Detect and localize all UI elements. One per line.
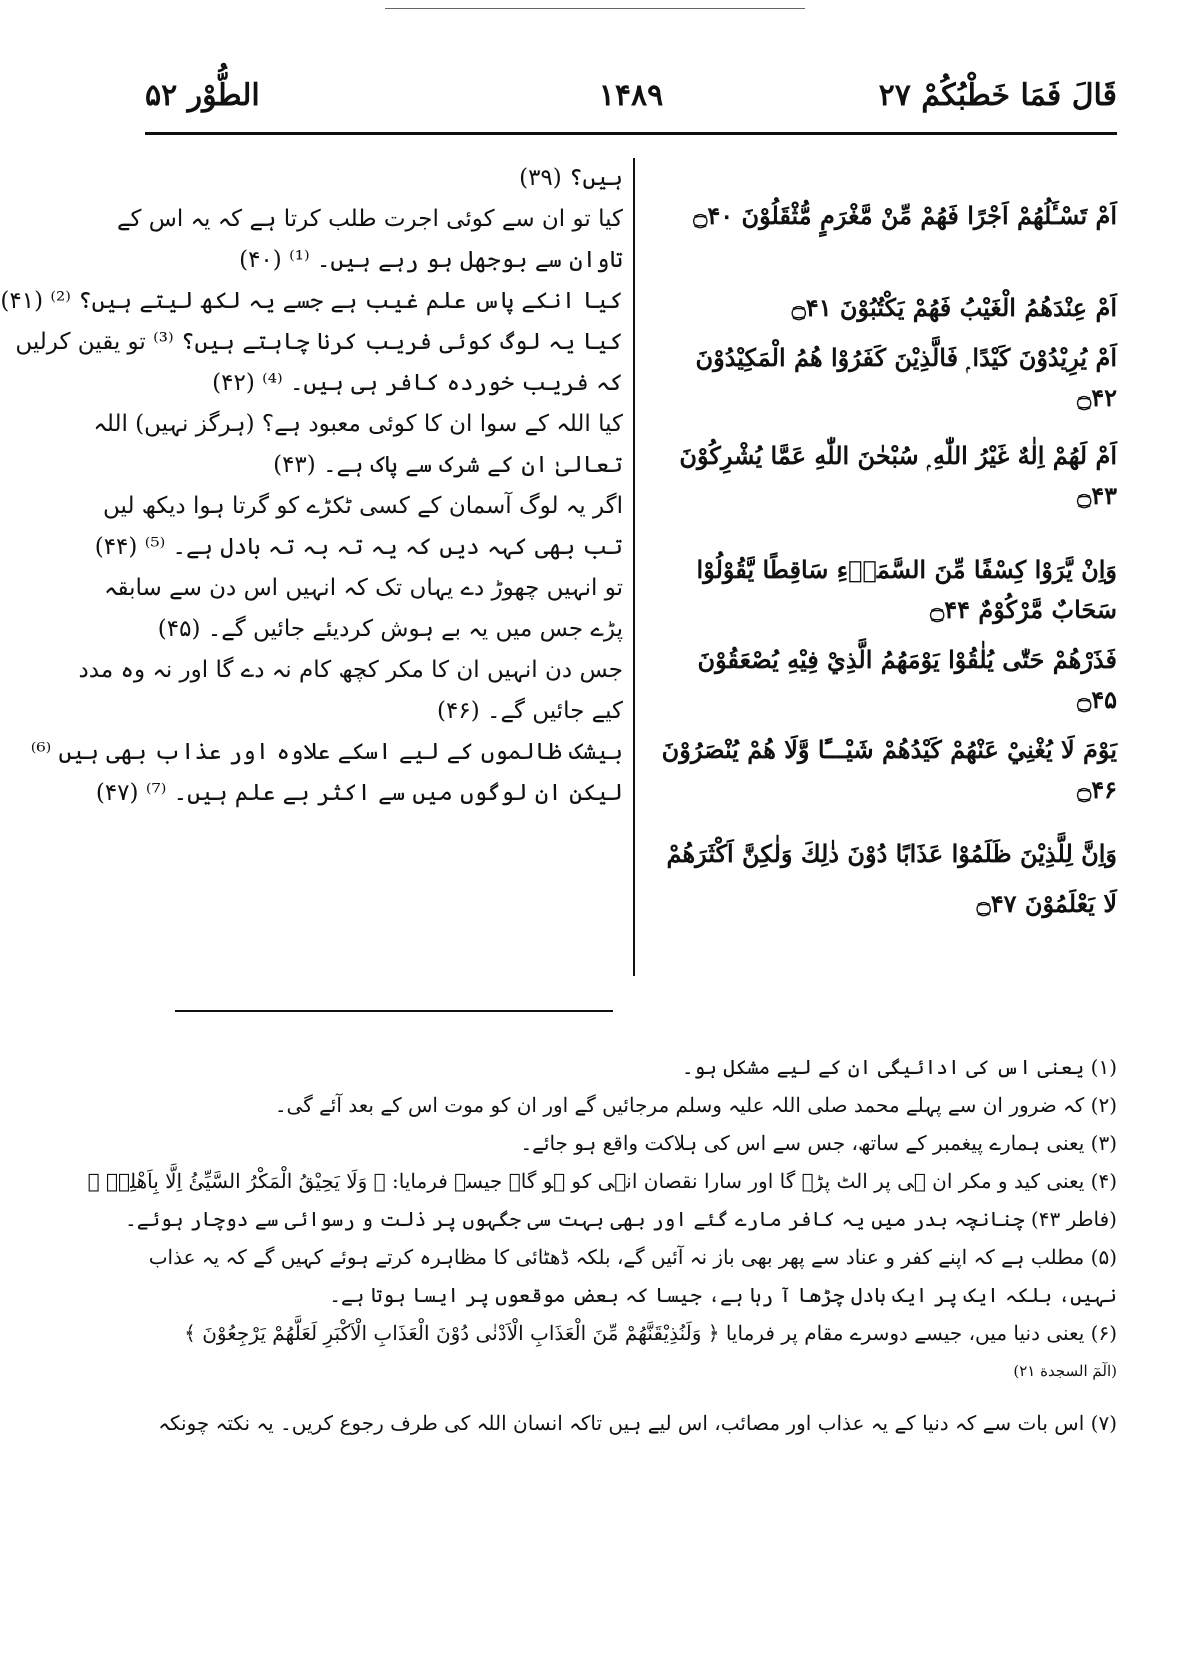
footnote-2: (۲) کہ ضرور ان سے پہلے محمد صلی اللہ علیہ وسلم مرجائیں گے اور ان کو موت اس کے بعد آئے گی۔ bbox=[274, 1093, 1117, 1117]
verse-41: اَمْ عِنْدَهُمُ الْغَيْبُ فَهُمْ يَكْتُبُوْنَ ۝۴۱ bbox=[791, 293, 1117, 322]
urdu-translation-column bbox=[0, 158, 623, 976]
verse-44: وَاِنْ يَّرَوْا كِسْفًا مِّنَ السَّمَاۗءِ سَاقِطًا يَّقُوْلُوْا سَحَابٌ مَّرْكُوْمٌ ۝۴۴ bbox=[696, 555, 1117, 624]
translation-line: کیا تو ان سے کوئی اجرت طلب کرتا ہے کہ یہ اس کے bbox=[117, 206, 623, 232]
footnote-7: (۷) اس بات سے کہ دنیا کے یہ عذاب اور مصائب، اس لیے ہیں تاکہ انسان اللہ کی طرف رجوع کریں۔ یہ نکتہ چونکہ bbox=[158, 1411, 1117, 1435]
translation-line: تب بھی کہہ دیں کہ یہ تہ بہ تہ بادل ہے۔ ⁽⁵⁾ (۴۴) bbox=[94, 534, 623, 560]
arabic-column bbox=[657, 158, 1117, 976]
footnote-6-reference: (الٓمٓ السجدة ۲۱) bbox=[1013, 1362, 1117, 1380]
verse-42: اَمْ يُرِيْدُوْنَ كَيْدًا ۭ فَالَّذِيْنَ كَفَرُوْا هُمُ الْمَكِيْدُوْنَ ۝۴۲ bbox=[695, 343, 1117, 412]
verse-47-line-1: وَاِنَّ لِلَّذِيْنَ ظَلَمُوْا عَذَابًا دُوْنَ ذٰلِكَ وَلٰكِنَّ اَكْثَرَهُمْ bbox=[666, 839, 1117, 868]
translation-line: پڑے جس میں یہ بے ہوش کردیئے جائیں گے۔ (۴۵) bbox=[157, 616, 623, 642]
translation-line: کیا اللہ کے سوا ان کا کوئی معبود ہے؟ (ہرگز نہیں) اللہ bbox=[93, 411, 623, 437]
footnote-rule bbox=[175, 1010, 613, 1012]
verse-47-line-2: لَا يَعْلَمُوْنَ ۝۴۷ bbox=[976, 889, 1117, 918]
translation-line: تعالیٰ ان کے شرک سے پاک ہے۔ (۴۳) bbox=[273, 452, 623, 478]
page-number: ۱۴۸۹ bbox=[598, 78, 664, 113]
footnote-6: (۶) یعنی دنیا میں، جیسے دوسرے مقام پر فرمایا ﴿ وَلَنُذِيْقَنَّهُمْ مِّنَ الْعَذَابِ الْاَدْنٰى دُوْنَ الْعَذَابِ الْاَكْبَرِ لَعَلَّهُمْ يَرْجِعُوْنَ ﴾ bbox=[184, 1321, 1117, 1345]
translation-line: تو انہیں چھوڑ دے یہاں تک کہ انہیں اس دن سے سابقہ bbox=[104, 575, 623, 601]
translation-line: کیا انکے پاس علم غیب ہے جسے یہ لکھ لیتے ہیں؟ ⁽²⁾ (۴۱) bbox=[0, 288, 623, 314]
footnote-4-cont: (فاطر ۴۳) چنانچہ بدر میں یہ کافر مارے گئے اور بھی بہت سی جگہوں پر ذلت و رسوائی سے دوچار ہوئے۔ bbox=[124, 1207, 1117, 1231]
header-rule bbox=[145, 132, 1117, 135]
verse-45: فَذَرْهُمْ حَتّٰى يُلٰقُوْا يَوْمَهُمُ الَّذِيْ فِيْهِ يُصْعَقُوْنَ ۝۴۵ bbox=[697, 645, 1117, 714]
footnote-5-cont: نہیں، بلکہ ایک پر ایک بادل چڑھا آ رہا ہے، جیسا کہ بعض موقعوں پر ایسا ہوتا ہے۔ bbox=[329, 1283, 1117, 1307]
translation-line: کیے جائیں گے۔ (۴۶) bbox=[437, 698, 623, 724]
translation-line: ہیں؟ (۳۹) bbox=[519, 165, 623, 191]
translation-line: کیا یہ لوگ کوئی فریب کرنا چاہتے ہیں؟ ⁽³⁾ تو یقین کرلیں bbox=[15, 329, 623, 355]
footnote-1: (۱) یعنی اس کی ادائیگی ان کے لیے مشکل ہو۔ bbox=[681, 1055, 1117, 1079]
translation-line: بیشک ظالموں کے لیے اسکے علاوہ اور عذاب بھی ہیں ⁽⁶⁾ bbox=[30, 739, 623, 765]
verse-40: اَمْ تَسْـَٔلُهُمْ اَجْرًا فَهُمْ مِّنْ مَّغْرَمٍ مُّثْقَلُوْنَ ۝۴۰ bbox=[693, 201, 1117, 230]
juz-title: قَالَ فَمَا خَطْبُكُمْ ۲۷ bbox=[878, 78, 1117, 113]
verse-46: يَوْمَ لَا يُغْنِيْ عَنْهُمْ كَيْدُهُمْ شَيْـــًٔا وَّلَا هُمْ يُنْصَرُوْنَ ۝۴۶ bbox=[661, 735, 1117, 804]
top-rule bbox=[385, 8, 805, 9]
column-divider bbox=[633, 158, 635, 976]
surah-title: الطُّوْر ۵۲ bbox=[145, 78, 260, 113]
page-header bbox=[145, 78, 1117, 128]
translation-line: جس دن انہیں ان کا مکر کچھ کام نہ دے گا اور نہ وہ مدد bbox=[78, 657, 623, 683]
translation-line: کہ فریب خوردہ کافر ہی ہیں۔ ⁽⁴⁾ (۴۲) bbox=[212, 370, 623, 396]
translation-line: لیکن ان لوگوں میں سے اکثر بے علم ہیں۔ ⁽⁷⁾ (۴۷) bbox=[95, 780, 623, 806]
footnotes bbox=[87, 1048, 1117, 1442]
verse-43: اَمْ لَهُمْ اِلٰهٌ غَيْرُ اللّٰهِ ۭ سُبْحٰنَ اللّٰهِ عَمَّا يُشْرِكُوْنَ ۝۴۳ bbox=[679, 441, 1117, 510]
translation-line: اگر یہ لوگ آسمان کے کسی ٹکڑے کو گرتا ہوا دیکھ لیں bbox=[103, 493, 623, 519]
translation-line: تاوان سے بوجھل ہو رہے ہیں۔ ⁽¹⁾ (۴۰) bbox=[239, 247, 623, 273]
footnote-4: (۴) یعنی کید و مکر ان ہی پر الٹ پڑے گا اور سارا نقصان انہی کو ہو گا۔ جیسے فرمایا: ﴿ وَلَا يَحِيْقُ الْمَكْرُ السَّيِّئُ اِلَّا بِاَهْلِهٖ ﴾ bbox=[87, 1169, 1117, 1193]
footnote-5: (۵) مطلب ہے کہ اپنے کفر و عناد سے پھر بھی باز نہ آئیں گے، بلکہ ڈھٹائی کا مظاہرہ کرتے ہوئے کہیں گے کہ یہ عذاب bbox=[148, 1245, 1117, 1269]
footnote-3: (۳) یعنی ہمارے پیغمبر کے ساتھ، جس سے اس کی ہلاکت واقع ہو جائے۔ bbox=[520, 1131, 1117, 1155]
